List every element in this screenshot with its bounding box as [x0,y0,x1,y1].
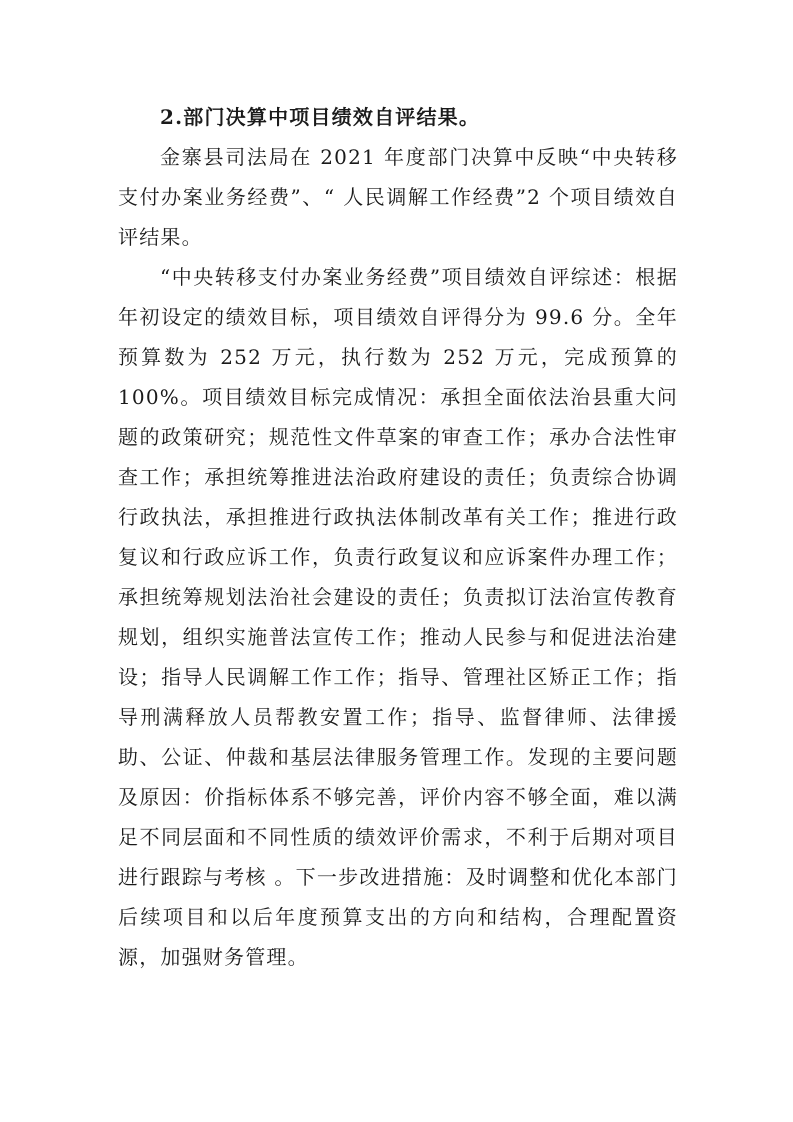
paragraph-central-transfer-funds-evaluation: “中央转移支付办案业务经费”项目绩效自评综述：根据年初设定的绩效目标，项目绩效自评得分为 99.6 分。全年预算数为 252 万元，执行数为 252 万元，完成预算的 100%。项目绩效目标完成情况：承担全面依法治县重大问题的政策研究；规范性文件草案的审查工作；承办合法性审查工作；承担统筹推进法治政府建设的责任；负责综合协调行政执法，承担推进行政执法体制改革有关工作；推进行政复议和行政应诉工作，负责行政复议和应诉案件办理工作；承担统筹规划法治社会建设的责任；负责拟订法治宣传教育规划，组织实施普法宣传工作；推动人民参与和促进法治建设；指导人民调解工作工作；指导、管理社区矫正工作；指导刑满释放人员帮教安置工作；指导、监督律师、法律援助、公证、仲裁和基层法律服务管理工作。发现的主要问题及原因：价指标体系不够完善，评价内容不够全面，难以满足不同层面和不同性质的绩效评价需求，不利于后期对项目进行跟踪与考核 。下一步改进措施：及时调整和优化本部门后续项目和以后年度预算支出的方向和结构，合理配置资源，加强财务管理。 [118,265,678,969]
paragraph-project-overview: 金寨县司法局在 2021 年度部门决算中反映“中央转移支付办案业务经费”、“ 人民调解工作经费”2 个项目绩效自评结果。 [118,145,678,249]
document-body [118,97,678,977]
section-heading: 2.部门决算中项目绩效自评结果。 [160,105,481,129]
